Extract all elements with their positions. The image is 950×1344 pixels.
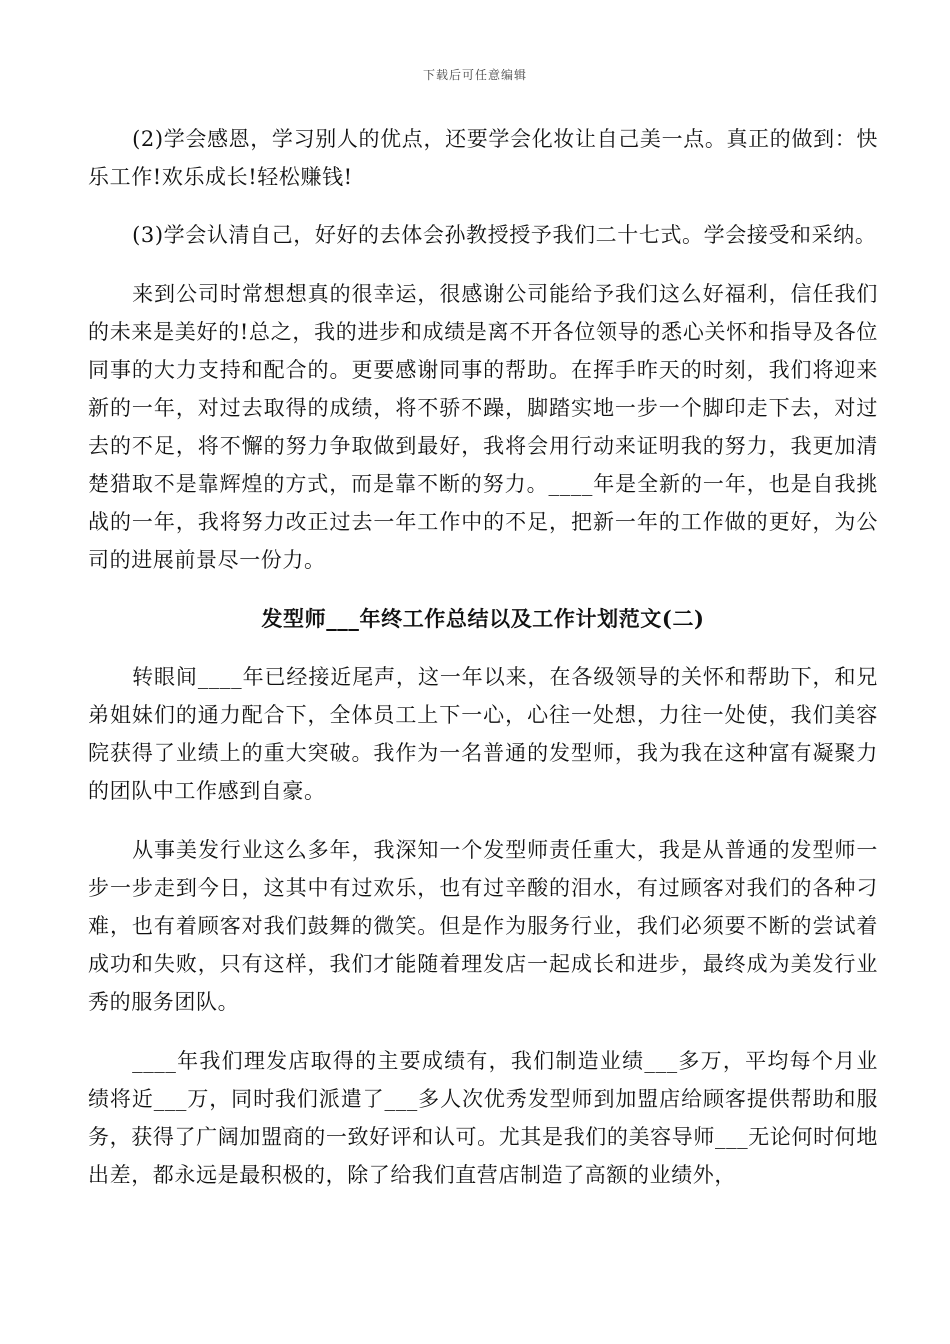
paragraph-3: 来到公司时常想想真的很幸运，很感谢公司能给予我们这么好福利，信任我们的未来是美好的!总之，我的进步和成绩是离不开各位领导的悉心关怀和指导及各位同事的大力支持和配合的。更要感谢同事的帮助。在挥手昨天的时刻，我们将迎来新的一年，对过去取得的成绩，将不骄不躁，脚踏实地一步一个脚印走下去，对过去的不足，将不懈的努力争取做到最好，我将会用行动来证明我的努力，我更加清楚猎取不是靠辉煌的方式，而是靠不断的努力。____年是全新的一年，也是自我挑战的一年，我将努力改正过去一年工作中的不足，把新一年的工作做的更好，为公司的进展前景尽一份力。 — [88, 282, 878, 572]
paragraph-1: (2)学会感恩，学习别人的优点，还要学会化妆让自己美一点。真正的做到：快乐工作!欢乐成长!轻松赚钱! — [88, 127, 878, 189]
document-body — [88, 120, 878, 1194]
paragraph-5: 从事美发行业这么多年，我深知一个发型师责任重大，我是从普通的发型师一步一步走到今日，这其中有过欢乐，也有过辛酸的泪水，有过顾客对我们的各种刁难，也有着顾客对我们鼓舞的微笑。但是作为服务行业，我们必须要不断的尝试着成功和失败，只有这样，我们才能随着理发店一起成长和进步，最终成为美发行业秀的服务团队。 — [88, 838, 878, 1014]
section-title: 发型师___年终工作总结以及工作计划范文(二) — [261, 606, 705, 631]
paragraph-2: (3)学会认清自己，好好的去体会孙教授授予我们二十七式。学会接受和采纳。 — [132, 223, 877, 247]
paragraph-4: 转眼间____年已经接近尾声，这一年以来，在各级领导的关怀和帮助下，和兄弟姐妹们的通力配合下，全体员工上下一心，心往一处想，力往一处使，我们美容院获得了业绩上的重大突破。我作为一名普通的发型师，我为我在这种富有凝聚力的团队中工作感到自豪。 — [88, 665, 878, 803]
header-note: 下载后可任意编辑 — [422, 68, 527, 82]
paragraph-6: ____年我们理发店取得的主要成绩有，我们制造业绩___多万，平均每个月业绩将近___万，同时我们派遣了___多人次优秀发型师到加盟店给顾客提供帮助和服务，获得了广阔加盟商的一致好评和认可。尤其是我们的美容导师___无论何时何地出差，都永远是最积极的，除了给我们直营店制造了高额的业绩外， — [88, 1049, 878, 1187]
